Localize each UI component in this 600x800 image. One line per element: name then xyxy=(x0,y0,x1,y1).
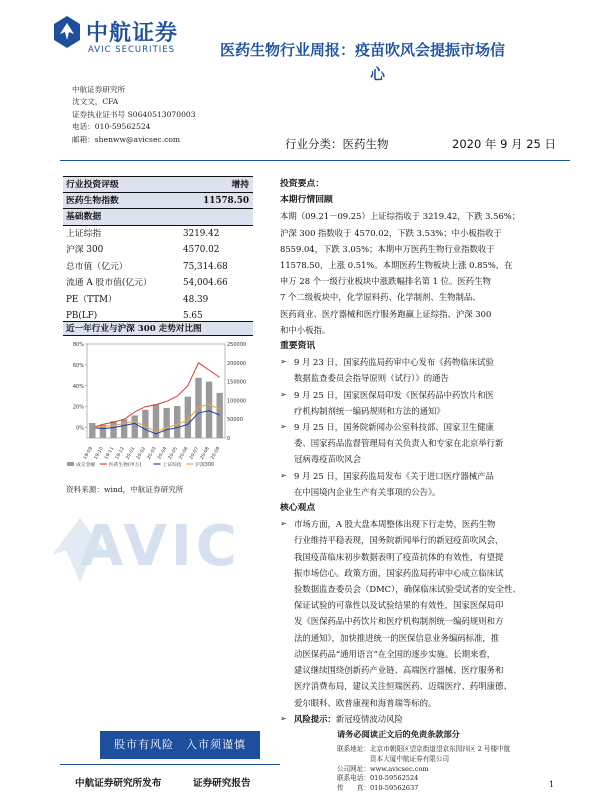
trend-chart xyxy=(63,338,253,478)
rating-label: 行业投资评级 xyxy=(66,180,119,190)
y2-tick-label: 50000 xyxy=(227,417,243,424)
x-tick-label: 20-08 xyxy=(199,446,211,461)
contact-line[interactable]: 公司网址：www.avicsec.com xyxy=(337,764,429,773)
news-line: ➢ 9 月 25 日，国务院新闻办公室科技部、国家卫生健康 xyxy=(294,422,494,433)
review-heading: 本期行情回顾 xyxy=(280,195,333,206)
logo-text-cn: 中航证券 xyxy=(86,21,179,46)
y-tick-label: 40% xyxy=(72,383,84,390)
logo-text-en: AVIC SECURITIES xyxy=(88,45,176,55)
row-label: 总市值（亿元） xyxy=(66,261,128,272)
review-line: 医药商业、医疗器械和医疗服务跑赢上证综指、沪深 300 xyxy=(280,308,492,319)
x-tick-label: 19-10 xyxy=(93,446,105,461)
key-points-heading: 投资要点： xyxy=(280,179,324,189)
main-content xyxy=(280,176,555,727)
y2-tick-label: 200000 xyxy=(227,360,247,367)
x-tick-label: 20-01 xyxy=(125,446,137,461)
volume-bar xyxy=(163,408,169,438)
review-line: 本期（09.21－09.25）上证综指收于 3219.42，下跌 3.56%； xyxy=(280,211,521,222)
news-item xyxy=(280,387,555,419)
volume-bar xyxy=(206,382,212,438)
volume-bar xyxy=(174,406,180,438)
contact-line: 联系电话：010-59562524 xyxy=(337,774,419,783)
avic-logo-icon xyxy=(52,14,82,50)
review-line: 7 个二级板块中，化学原料药、化学制剂、生物制品、 xyxy=(280,292,481,303)
view-line: 发《医保药品中药饮片和医疗机构制剂统一编码规则和方 xyxy=(294,616,504,627)
review-line: 和中小板指。 xyxy=(280,324,331,335)
view-line: 法的通知》，加快推进统一的医保信息业务编码标准，推 xyxy=(294,632,500,643)
contact-line: 资本大厦中航证券有限公司 xyxy=(337,754,450,763)
row-value: 75,314.68 xyxy=(183,261,228,272)
x-tick-label: 20-07 xyxy=(189,446,201,461)
analyst-dept: 中航证券研究所 xyxy=(72,85,126,94)
view-line: 振市场信心。政策方面，国家药监局药审中心成立临床试 xyxy=(294,567,504,578)
header-divider xyxy=(60,160,570,161)
view-line: 保证试验的可靠性以及试验结果的有效性，国家医保局印 xyxy=(294,600,504,611)
y-tick-label: 60% xyxy=(72,362,84,369)
analyst-license: 证券执业证书号 S0640513070003 xyxy=(72,109,196,119)
news-line: ➢ 9 月 23 日，国家药监局药审中心发布《药物临床试验 xyxy=(294,357,494,368)
volume-bar xyxy=(121,419,127,438)
review-line: 8559.04，下跌 3.05%；本期申万医药生物行业指数收于 xyxy=(280,243,495,254)
news-item xyxy=(280,419,555,468)
news-line: 冠病毒疫苗吹风会 xyxy=(294,454,361,465)
x-tick-label: 19-11 xyxy=(104,446,116,461)
footer-divider xyxy=(60,764,280,765)
x-tick-label: 20-05 xyxy=(167,446,179,461)
page-number: 1 xyxy=(549,780,555,789)
review-line: 沪深 300 指数收于 4570.02，下跌 3.53%；中小板指收于 xyxy=(280,227,502,238)
rating-row xyxy=(63,176,253,193)
row-label: 上证综指 xyxy=(66,228,102,239)
report-title-line-2: 心 xyxy=(370,65,386,83)
view-line: ➢ 市场方面，A 股大盘本周整体出现下行走势，医药生物 xyxy=(294,519,496,530)
row-label: PE（TTM） xyxy=(66,294,117,305)
analyst-name: 沈文文，CFA xyxy=(72,97,119,107)
y2-tick-label: 150000 xyxy=(227,379,247,386)
x-tick-label: 20-09 xyxy=(210,446,222,461)
footer-publisher: 中航证券研究所发布 xyxy=(75,778,162,789)
row-value: 48.39 xyxy=(183,294,209,305)
row-value: 4570.02 xyxy=(183,245,220,255)
volume-bar xyxy=(142,410,148,438)
legend-label: 医药生物(申万) xyxy=(108,463,142,468)
rating-value: 增持 xyxy=(231,180,249,190)
risk-text: 新冠疫情波动风险 xyxy=(335,713,403,724)
industry-category: 行业分类：医药生物 xyxy=(285,137,389,151)
company-logo xyxy=(52,14,202,60)
volume-bar xyxy=(195,378,201,438)
risk-warning-banner: 股市有风险 入市须谨慎 xyxy=(100,731,260,759)
y2-tick-label: 250000 xyxy=(227,342,247,348)
review-paragraph xyxy=(280,208,555,338)
rating-table xyxy=(63,176,253,325)
contact-line: 联系地址：北京市朝阳区望京街道望京东园四区 2 号楼中航 xyxy=(337,745,511,753)
news-line: ➢ 9 月 25 日，国家药监局发布《关于进口医疗器械产品 xyxy=(294,470,494,481)
view-line: 动医保药品“通用语言”在全国的逐步实施。长期来看， xyxy=(294,648,496,659)
report-title-line-1: 医药生物行业周报：疫苗吹风会提振市场信 xyxy=(220,41,506,59)
risk-label: 风险提示： xyxy=(294,713,336,724)
view-heading: 核心观点 xyxy=(280,503,316,514)
legend-label: 成交金额 xyxy=(76,463,96,468)
view-line: 建议继续围绕创新药产业链、高端医疗器械、医疗服务和 xyxy=(294,665,504,676)
news-line: 疗机构制剂统一编码规则和方法的通知》 xyxy=(294,405,445,416)
news-heading: 重要资讯 xyxy=(280,341,316,352)
contact-line: 传 真：010-59562637 xyxy=(337,784,419,793)
y-tick-label: 80% xyxy=(72,342,84,348)
review-line: 11578.50，上涨 0.51%。本期医药生物板块上涨 0.85%，在 xyxy=(280,260,513,271)
row-value: 5.65 xyxy=(183,311,203,321)
analyst-phone: 电话：010-59562524 xyxy=(72,122,151,132)
index-label: 医药生物指数 xyxy=(66,195,119,206)
news-line: 数据监查委员会指导原则（试行）》的通告 xyxy=(294,373,449,384)
y2-tick-label: 100000 xyxy=(227,398,247,405)
table-row xyxy=(63,259,253,276)
chart-source: 资料来源：wind，中航证券研究所 xyxy=(66,485,184,494)
table-row xyxy=(63,226,253,243)
view-line: 爱尔眼科、欧普康视和海普瑞等标的。 xyxy=(294,697,437,708)
view-line: 我国疫苗临床初步数据表明了疫苗抗体的有效性，有望提 xyxy=(294,551,504,562)
disclaimer-notice: 请务必阅读正文后的免责条款部分 xyxy=(337,729,460,739)
table-row xyxy=(63,275,253,292)
row-label: PB(LF) xyxy=(66,311,98,321)
legend-label: 沪深300 xyxy=(195,463,214,468)
table-row xyxy=(63,242,253,259)
y-tick-label: 20% xyxy=(72,404,84,411)
report-title xyxy=(220,38,575,86)
news-item xyxy=(280,354,555,386)
analyst-info xyxy=(72,84,196,146)
news-line: 在中国境内企业生产有关事项的公告》。 xyxy=(294,486,441,497)
x-tick-label: 20-04 xyxy=(157,446,169,461)
row-label: 流通 A 股市值(亿元） xyxy=(66,278,152,288)
contact-block xyxy=(337,745,557,794)
chart-title: 近一年行业与沪深 300 走势对比图 xyxy=(63,321,253,336)
view-line: 医疗消费布局，建议关注恒瑞医药、迈瑞医疗、药明康德、 xyxy=(294,681,512,692)
news-line: ➢ 9 月 25 日，国家医保局印发《医保药品中药饮片和医 xyxy=(294,389,494,400)
view-line: 行业维持平稳表现，国务院新闻举行的新冠疫苗吹风会， xyxy=(294,535,504,546)
x-tick-label: 20-03 xyxy=(146,446,158,461)
news-line: 委、国家药品监督管理局有关负责人和专家在北京举行新 xyxy=(294,438,504,449)
volume-bar xyxy=(110,421,116,438)
index-row xyxy=(63,193,253,210)
basic-data-header xyxy=(63,209,253,226)
row-value: 3219.42 xyxy=(183,228,220,239)
row-label: 沪深 300 xyxy=(66,245,104,255)
x-tick-label: 20-06 xyxy=(178,446,190,461)
trend-chart-svg xyxy=(63,338,253,478)
x-tick-label: 20-02 xyxy=(136,446,148,461)
x-tick-label: 19-09 xyxy=(83,446,95,461)
y2-tick-label: 0 xyxy=(227,436,231,442)
risk-item xyxy=(280,711,555,727)
view-line: 验数据监查委员会（DMC），确保临床试验受试者的安全性、 xyxy=(294,584,521,595)
footer-report-type: 证券研究报告 xyxy=(193,778,251,789)
index-value: 11578.50 xyxy=(203,195,249,206)
x-tick-label: 19-12 xyxy=(114,446,126,461)
watermark-text: AVIC xyxy=(80,514,241,579)
analyst-email[interactable]: 邮箱：shenww@avicsec.com xyxy=(72,134,181,144)
table-row xyxy=(63,292,253,309)
legend-label: 上证综指 xyxy=(162,463,182,468)
view-paragraph xyxy=(280,516,555,710)
legend-swatch xyxy=(67,462,74,466)
volume-bar xyxy=(132,415,138,438)
basic-data-label: 基础数据 xyxy=(66,212,102,222)
review-line: 申万 28 个一级行业板块中涨跌幅排名第 1 位。医药生物 xyxy=(280,276,491,287)
y-tick-label: 0% xyxy=(76,425,84,432)
volume-bar xyxy=(217,393,223,438)
report-date: 2020 年 9 月 25 日 xyxy=(452,137,556,151)
row-value: 54,004.66 xyxy=(183,278,228,288)
news-item xyxy=(280,468,555,500)
volume-bar xyxy=(89,423,95,438)
